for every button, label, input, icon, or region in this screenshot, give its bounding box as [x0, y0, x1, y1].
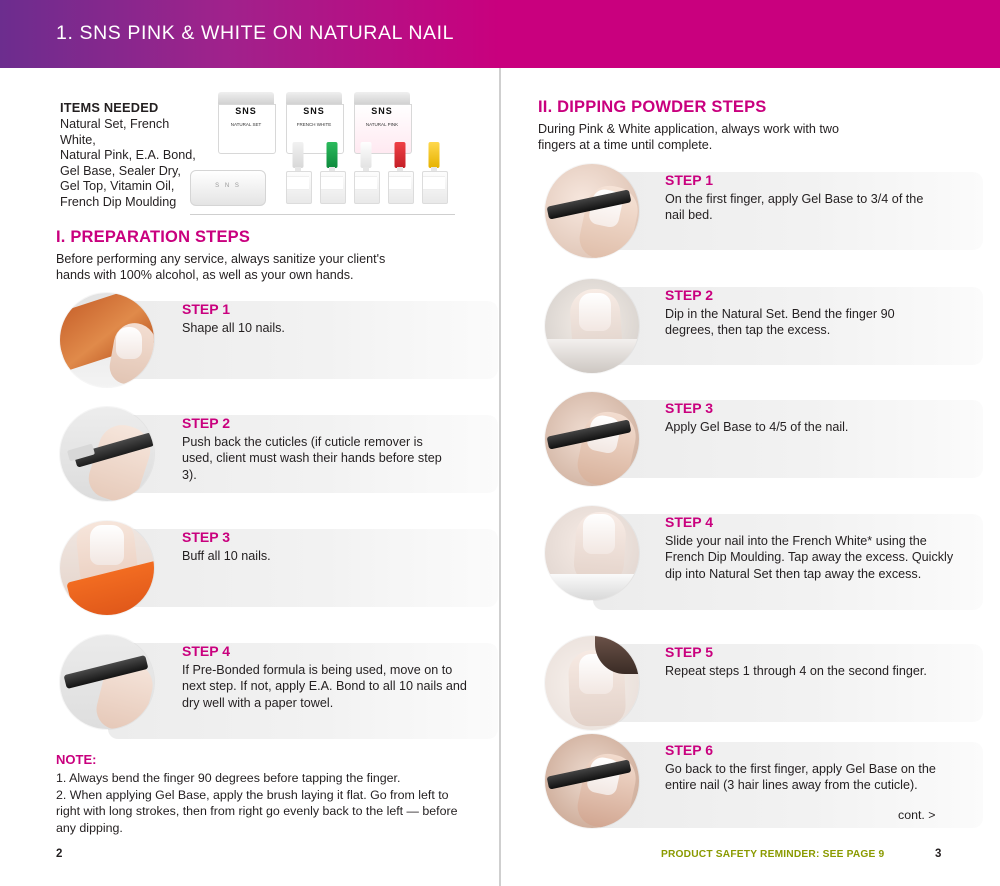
bottle-cap	[395, 142, 406, 168]
dip-step-4	[545, 506, 954, 616]
prep-step-3	[60, 521, 450, 621]
products-image	[190, 92, 455, 227]
prep-step-1	[60, 293, 450, 393]
step-text: Push back the cuticles (if cuticle remover is used, client must wash their hands before step 3).	[182, 435, 442, 482]
step-image	[60, 407, 154, 501]
bottle-cap	[361, 142, 372, 168]
note-title: NOTE:	[56, 752, 97, 767]
jar-logo: SNS	[235, 106, 257, 116]
step-label: STEP 4	[182, 643, 230, 659]
step-label: STEP 3	[182, 529, 230, 545]
product-bottle-5	[422, 142, 446, 204]
bottle-label	[389, 176, 411, 190]
step-text: On the first finger, apply Gel Base to 3/4 of the nail bed.	[665, 192, 924, 223]
items-needed-line: Natural Pink, E.A. Bond,	[60, 148, 196, 163]
items-needed-block	[60, 100, 200, 211]
header-band-right	[500, 0, 1000, 68]
bottle-label	[423, 176, 445, 190]
product-shelf-line	[190, 214, 455, 216]
step-image	[60, 635, 154, 729]
items-needed-line: Gel Base, Sealer Dry,	[60, 163, 181, 178]
product-bottle-1	[286, 142, 310, 204]
step-image	[545, 392, 639, 486]
dip-step-6	[545, 734, 945, 834]
items-needed-title: ITEMS NEEDED	[60, 100, 159, 115]
dip-step-2	[545, 279, 945, 379]
dip-step-5	[545, 636, 945, 736]
dip-step-3	[545, 392, 945, 492]
section-title: I. PREPARATION STEPS	[56, 228, 251, 246]
step-label: STEP 3	[665, 400, 713, 416]
step-text: Go back to the first finger, apply Gel Base on the entire nail (3 hair lines away from the cuticle).	[665, 762, 936, 793]
bottle-label	[355, 176, 377, 190]
items-needed-line: Natural Set, French White,	[60, 117, 170, 147]
step-image	[545, 636, 639, 730]
step-label: STEP 2	[665, 287, 713, 303]
page-gutter-divider	[499, 68, 501, 886]
items-needed-line: French Dip Moulding	[60, 194, 177, 209]
bottle-cap	[327, 142, 338, 168]
preparation-section-heading	[56, 228, 456, 283]
jar-label: NATURAL PINK	[365, 122, 399, 127]
note-block	[56, 752, 466, 836]
page-number-left: 2	[56, 848, 63, 860]
step-image	[60, 293, 154, 387]
step-label: STEP 1	[665, 172, 713, 188]
step-text: Apply Gel Base to 4/5 of the nail.	[665, 420, 849, 434]
step-label: STEP 5	[665, 644, 713, 660]
product-bottle-3	[354, 142, 378, 204]
product-bottle-2	[320, 142, 344, 204]
section-title: II. DIPPING POWDER STEPS	[538, 98, 767, 116]
bottle-cap	[293, 142, 304, 168]
jar-label: NATURAL SET	[230, 122, 262, 127]
step-text: Slide your nail into the French White* using the French Dip Moulding. Tap away the excess. Quickly dip into Natural Set then tap away the excess.	[665, 534, 954, 581]
prep-step-2	[60, 407, 450, 507]
step-text: Dip in the Natural Set. Bend the finger 90 degrees, then tap the excess.	[665, 307, 895, 338]
step-text: Shape all 10 nails.	[182, 321, 285, 335]
product-jar-natural-set	[218, 92, 274, 154]
dip-step-1	[545, 164, 945, 264]
jar-logo: SNS	[303, 106, 325, 116]
step-text: If Pre-Bonded formula is being used, move on to next step. If not, apply E.A. Bond to all 10 nails and dry well with a paper towel.	[182, 663, 467, 710]
step-image	[545, 279, 639, 373]
note-item: 1. Always bend the finger 90 degrees before tapping the finger.	[56, 771, 401, 785]
page-title: 1. SNS PINK & WHITE ON NATURAL NAIL	[56, 22, 455, 44]
bottle-cap	[429, 142, 440, 168]
safety-reminder: PRODUCT SAFETY REMINDER: SEE PAGE 9	[661, 849, 885, 860]
french-dip-moulding	[190, 170, 266, 206]
step-image	[545, 164, 639, 258]
dipping-section-heading	[538, 98, 958, 153]
step-label: STEP 6	[665, 742, 713, 758]
items-needed-line: Gel Top, Vitamin Oil,	[60, 179, 175, 194]
section-subtitle: During Pink & White application, always work with two fingers at a time until complete.	[538, 122, 839, 152]
step-image	[60, 521, 154, 615]
note-item: 2. When applying Gel Base, apply the brush laying it flat. Go from left to right with long strokes, then from right go evenly back to the left — before any dipping.	[56, 788, 458, 835]
bottle-label	[287, 176, 309, 190]
step-label: STEP 4	[665, 514, 713, 530]
jar-logo: SNS	[371, 106, 393, 116]
step-text: Buff all 10 nails.	[182, 549, 271, 563]
section-subtitle: Before performing any service, always sanitize your client's hands with 100% alcohol, as well as your own hands.	[56, 252, 386, 282]
prep-step-4	[60, 635, 467, 735]
step-label: STEP 1	[182, 301, 230, 317]
continued-marker: cont. >	[898, 808, 936, 822]
bottle-label	[321, 176, 343, 190]
page-header	[0, 0, 1000, 68]
jar-label: FRENCH WHITE	[296, 122, 332, 127]
step-label: STEP 2	[182, 415, 230, 431]
page-number-right: 3	[935, 848, 942, 860]
step-image	[545, 734, 639, 828]
step-image	[545, 506, 639, 600]
step-text: Repeat steps 1 through 4 on the second finger.	[665, 664, 927, 678]
product-bottle-4	[388, 142, 412, 204]
